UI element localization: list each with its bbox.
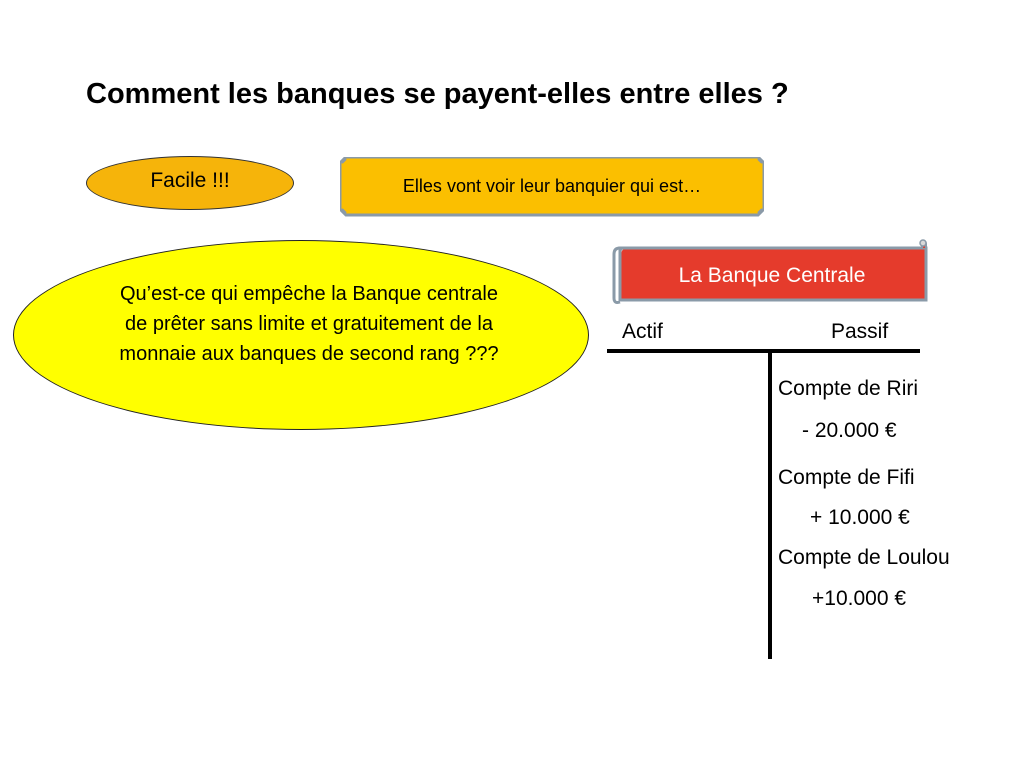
question-ellipse — [13, 240, 589, 430]
t-account-horizontal-line — [607, 349, 920, 353]
compte-riri-label: Compte de Riri — [778, 377, 919, 400]
banque-centrale-label: La Banque Centrale — [678, 264, 866, 287]
compte-loulou-label: Compte de Loulou — [778, 546, 950, 569]
compte-riri-montant: - 20.000 € — [802, 419, 897, 442]
compte-loulou-montant: +10.000 € — [812, 587, 907, 610]
question-text: Qu’est-ce qui empêche la Banque centrale de prêter sans limite et gratuitement de la monnaie aux banques de second rang ??? — [119, 283, 499, 365]
banque-centrale-scroll — [610, 238, 934, 304]
compte-fifi-label: Compte de Fifi — [778, 466, 915, 489]
passif-label: Passif — [831, 320, 889, 343]
slide-title: Comment les banques se payent-elles entre elles ? — [86, 78, 789, 110]
compte-fifi-montant: + 10.000 € — [810, 506, 910, 529]
t-account-vertical-line — [768, 351, 772, 659]
facile-ellipse: Facile !!! — [86, 156, 294, 210]
actif-label: Actif — [622, 320, 663, 343]
banquier-banner — [340, 157, 764, 217]
banquier-text: Elles vont voir leur banquier qui est… — [402, 176, 702, 196]
